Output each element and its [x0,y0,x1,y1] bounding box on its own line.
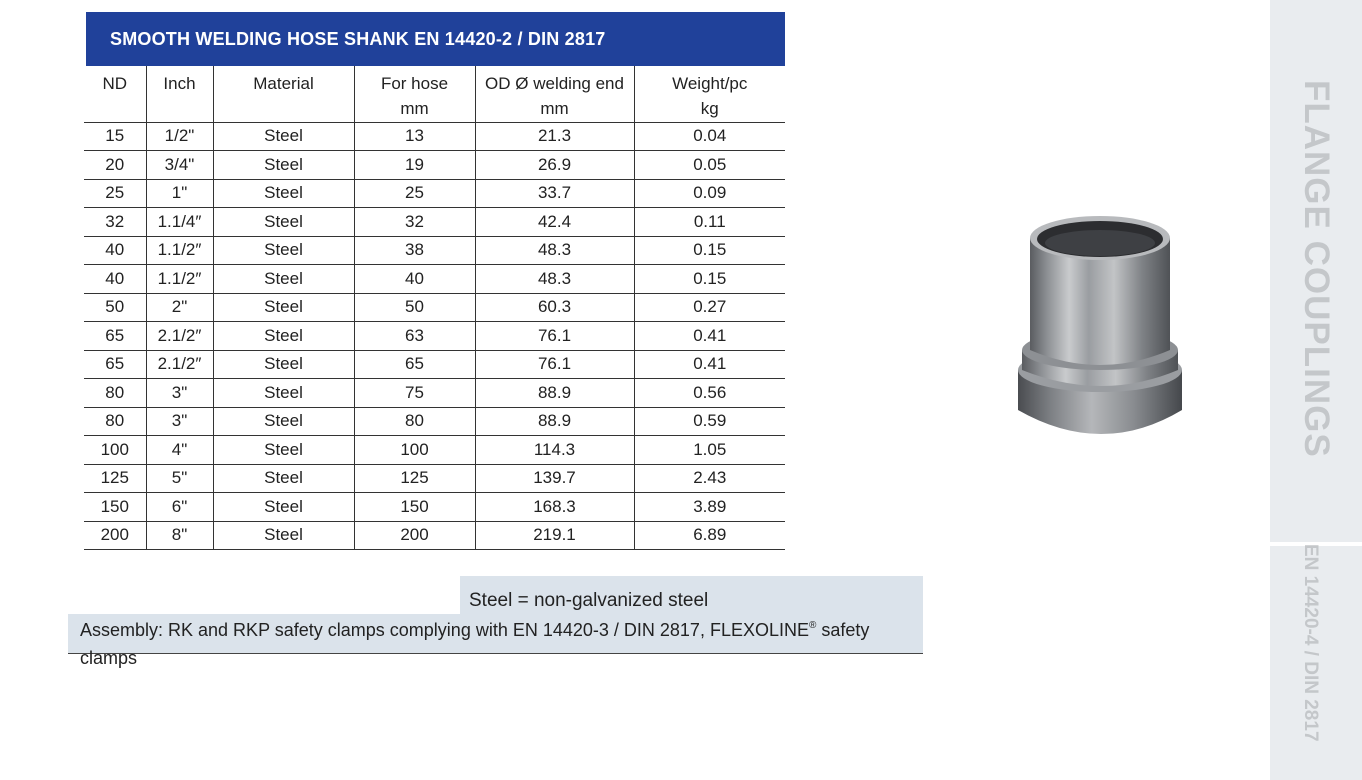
table-cell: 1" [146,179,213,208]
table-cell: 21.3 [475,122,634,151]
table-cell: 3.89 [634,493,785,522]
table-cell: 0.27 [634,293,785,322]
column-header-label: For hose [380,74,449,93]
assembly-text-end: safety clamps [80,620,870,668]
table-cell: 76.1 [475,322,634,351]
table-cell: 32 [84,208,146,237]
table-title: SMOOTH WELDING HOSE SHANK EN 14420-2 / DIN 2817 [86,12,785,66]
column-header [213,66,354,122]
spec-table [84,66,785,550]
table-cell: 65 [84,322,146,351]
table-row [84,493,785,522]
table-row [84,179,785,208]
table-row [84,151,785,180]
table-cell: 3" [146,407,213,436]
table-cell: 0.56 [634,379,785,408]
table-row [84,407,785,436]
table-cell: 48.3 [475,236,634,265]
table-cell: 4" [146,436,213,465]
table-cell: Steel [213,322,354,351]
side-subtitle: EN 14420-4 / DIN 2817 [1300,544,1321,742]
table-cell: 0.15 [634,265,785,294]
steel-note: Steel = non-galvanized steel [460,576,923,614]
table-cell: 20 [84,151,146,180]
table-cell: 8" [146,521,213,550]
table-cell: 80 [84,407,146,436]
table-row [84,236,785,265]
table-cell: 13 [354,122,475,151]
table-cell: 40 [84,265,146,294]
table-cell: 40 [354,265,475,294]
table-cell: Steel [213,464,354,493]
table-cell: 114.3 [475,436,634,465]
table-cell: 0.15 [634,236,785,265]
table-row [84,322,785,351]
table-cell: 19 [354,151,475,180]
column-header [84,66,146,122]
table-cell: Steel [213,265,354,294]
table-cell: Steel [213,293,354,322]
table-cell: 0.09 [634,179,785,208]
table-cell: Steel [213,521,354,550]
table-cell: 0.04 [634,122,785,151]
table-cell: Steel [213,350,354,379]
table-cell: 32 [354,208,475,237]
table-cell: 2.43 [634,464,785,493]
table-cell: 50 [84,293,146,322]
table-cell: 2.1/2″ [146,350,213,379]
table-cell: 88.9 [475,379,634,408]
column-header-label: ND [102,74,128,93]
column-header-label: Weight/pc [672,74,748,93]
table-cell: Steel [213,236,354,265]
table-cell: Steel [213,208,354,237]
column-header [475,66,634,122]
column-header [146,66,213,122]
table-row [84,521,785,550]
table-row [84,464,785,493]
assembly-text: Assembly: RK and RKP safety clamps complying with EN 14420-3 / DIN 2817, FLEXOLINE [80,620,809,640]
table-cell: 6" [146,493,213,522]
table-row [84,293,785,322]
assembly-note [68,614,923,668]
table-row [84,350,785,379]
table-cell: 42.4 [475,208,634,237]
table-cell: 150 [84,493,146,522]
table-cell: 125 [354,464,475,493]
table-cell: Steel [213,493,354,522]
column-header-label: Material [253,74,314,93]
table-cell: 1.1/4″ [146,208,213,237]
table-cell: 0.05 [634,151,785,180]
table-cell: 88.9 [475,407,634,436]
table-cell: Steel [213,179,354,208]
table-cell: 40 [84,236,146,265]
table-cell: 0.11 [634,208,785,237]
hose-shank-product-image [1010,210,1195,445]
table-body [84,122,785,550]
table-cell: 65 [354,350,475,379]
table-cell: 100 [84,436,146,465]
table-cell: 65 [84,350,146,379]
table-cell: 3" [146,379,213,408]
table-row [84,379,785,408]
table-cell: 2" [146,293,213,322]
table-cell: 38 [354,236,475,265]
table-cell: 1.05 [634,436,785,465]
side-title: FLANGE COUPLINGS [1297,80,1336,458]
column-header-label: Inch [163,74,196,93]
table-cell: 15 [84,122,146,151]
table-row [84,265,785,294]
column-header-label: OD Ø welding end [485,74,624,93]
table-cell: Steel [213,407,354,436]
table-cell: 200 [84,521,146,550]
table-cell: 2.1/2″ [146,322,213,351]
table-cell: 1.1/2″ [146,236,213,265]
table-row [84,208,785,237]
column-header-unit: kg [700,99,719,118]
table-cell: 1/2" [146,122,213,151]
table-cell: 0.41 [634,350,785,379]
table-cell: 139.7 [475,464,634,493]
table-cell: 26.9 [475,151,634,180]
table-row [84,122,785,151]
column-header-unit: mm [540,99,569,118]
table-cell: 200 [354,521,475,550]
table-cell: 0.59 [634,407,785,436]
table-cell: 33.7 [475,179,634,208]
table-header-row [84,66,785,122]
table-cell: 150 [354,493,475,522]
table-cell: Steel [213,436,354,465]
column-header [354,66,475,122]
table-cell: 168.3 [475,493,634,522]
table-cell: Steel [213,151,354,180]
table-cell: 76.1 [475,350,634,379]
table-cell: 100 [354,436,475,465]
registered-mark: ® [808,620,817,631]
table-cell: 75 [354,379,475,408]
table-cell: Steel [213,379,354,408]
table-cell: 80 [84,379,146,408]
table-cell: 219.1 [475,521,634,550]
column-header [634,66,785,122]
table-cell: 48.3 [475,265,634,294]
table-cell: 25 [354,179,475,208]
table-cell: 25 [84,179,146,208]
table-cell: 50 [354,293,475,322]
table-cell: 1.1/2″ [146,265,213,294]
table-row [84,436,785,465]
table-cell: 6.89 [634,521,785,550]
table-cell: 60.3 [475,293,634,322]
table-cell: 63 [354,322,475,351]
column-header-unit: mm [400,99,429,118]
table-cell: 3/4" [146,151,213,180]
table-cell: Steel [213,122,354,151]
table-cell: 0.41 [634,322,785,351]
table-cell: 5" [146,464,213,493]
table-cell: 80 [354,407,475,436]
table-cell: 125 [84,464,146,493]
